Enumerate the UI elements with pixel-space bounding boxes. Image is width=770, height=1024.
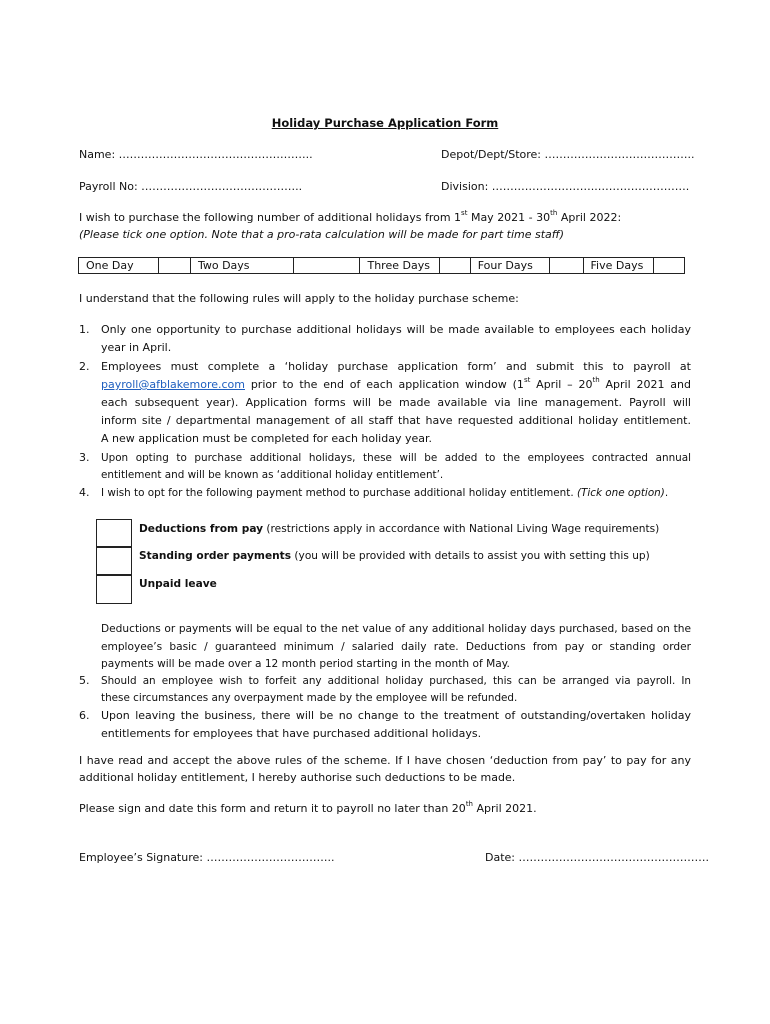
- payment-checkbox-unpaid-leave[interactable]: [96, 575, 132, 604]
- payment-checkbox-standing-order[interactable]: [96, 547, 132, 575]
- day-option-checkbox[interactable]: [440, 258, 471, 273]
- day-option-checkbox[interactable]: [294, 258, 360, 273]
- intro-note: (Please tick one option. Note that a pro-rata calculation will be made for part time staff): [79, 228, 565, 241]
- rule-text: Should an employee wish to forfeit any additional holiday purchased, this can be arranged via payroll. In: [101, 675, 691, 687]
- payroll-no-field[interactable]: Payroll No: ……………………………………..: [79, 180, 303, 193]
- division-field[interactable]: Division: ………………………..…………………….: [441, 180, 690, 193]
- acceptance-text: I have read and accept the above rules of the scheme. If I have chosen ‘deduction from pay’ to pay for any: [79, 754, 691, 767]
- acceptance-text: additional holiday entitlement, I hereby authorise such deductions to be made.: [79, 771, 516, 784]
- rule-text: inform site / departmental management of all staff that have requested additional holiday entitlement.: [101, 414, 691, 427]
- rule-text: these circumstances any overpayment made by the employee will be refunded.: [101, 692, 518, 704]
- payment-option-deductions: Deductions from pay (restrictions apply in accordance with National Living Wage requirements): [139, 523, 660, 535]
- day-option-checkbox[interactable]: [654, 258, 684, 273]
- rule-text: A new application must be completed for each holiday year.: [101, 432, 432, 445]
- rule-text: entitlements for employees that have purchased additional holidays.: [101, 727, 482, 740]
- rule-text: Only one opportunity to purchase additional holidays will be made available to employees each holiday: [101, 323, 691, 336]
- rule-text: entitlement and will be known as ‘additional holiday entitlement’.: [101, 469, 444, 481]
- rule-text: year in April.: [101, 341, 172, 354]
- day-option-checkbox[interactable]: [550, 258, 583, 273]
- rule-number: 5.: [79, 674, 90, 687]
- day-option-label: Three Days: [360, 258, 440, 273]
- day-option-label: Four Days: [471, 258, 551, 273]
- deductions-note: payments will be made over a 12 month period starting in the month of May.: [101, 658, 510, 670]
- intro-line: I wish to purchase the following number of additional holidays from 1st May 2021 - 30th April 2022:: [79, 209, 622, 224]
- payment-checkbox-deductions[interactable]: [96, 519, 132, 547]
- name-field[interactable]: Name: ……………………………………………..: [79, 148, 313, 161]
- day-option-checkbox[interactable]: [159, 258, 191, 273]
- day-option-label: Five Days: [584, 258, 655, 273]
- depot-field[interactable]: Depot/Dept/Store: …………………………………..: [441, 148, 695, 161]
- rule-text: payroll@afblakemore.com prior to the end of each application window (1st April – 20th April 2021 and: [101, 376, 691, 391]
- payroll-email-link[interactable]: payroll@afblakemore.com: [101, 378, 245, 391]
- day-option-label: Two Days: [191, 258, 294, 273]
- rule-number: 1.: [79, 323, 90, 336]
- deductions-note: employee’s basic / guaranteed minimum / salaried daily rate. Deductions from pay or standing order: [101, 641, 691, 653]
- rule-number: 2.: [79, 360, 90, 373]
- payment-option-standing-order: Standing order payments (you will be provided with details to assist you with setting this up): [139, 550, 650, 562]
- form-title: Holiday Purchase Application Form: [271, 116, 499, 130]
- rule-number: 4.: [79, 486, 90, 499]
- payment-option-unpaid-leave: Unpaid leave: [139, 578, 217, 590]
- employee-signature-field[interactable]: Employee’s Signature: ……………………………..: [79, 851, 335, 864]
- rule-text: Employees must complete a ‘holiday purchase application form’ and submit this to payroll at: [101, 360, 691, 373]
- rules-intro: I understand that the following rules will apply to the holiday purchase scheme:: [79, 292, 519, 305]
- rule-number: 3.: [79, 451, 90, 464]
- day-option-label: One Day: [79, 258, 159, 273]
- rule-number: 6.: [79, 709, 90, 722]
- date-field[interactable]: Date: …………………………………………….: [485, 851, 709, 864]
- rule-text: Upon leaving the business, there will be no change to the treatment of outstanding/overtaken holiday: [101, 709, 691, 722]
- rule-text: I wish to opt for the following payment method to purchase additional holiday entitlement. (Tick one option).: [101, 487, 669, 499]
- rule-text: Upon opting to purchase additional holidays, these will be added to the employees contracted annual: [101, 452, 691, 464]
- deductions-note: Deductions or payments will be equal to the net value of any additional holiday days purchased, based on the: [101, 623, 691, 635]
- rule-text: each subsequent year). Application forms will be made available via line management. Payroll will: [101, 396, 691, 409]
- day-options-table: [78, 257, 685, 274]
- return-instruction: Please sign and date this form and return it to payroll no later than 20th April 2021.: [79, 800, 537, 815]
